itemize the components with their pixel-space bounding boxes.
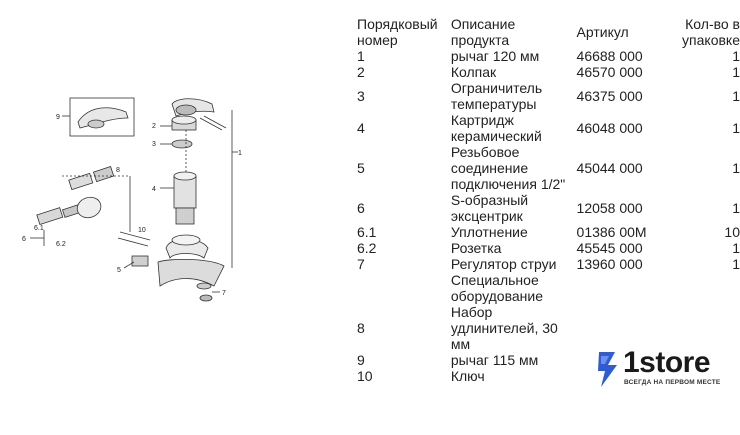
lightning-bolt-icon xyxy=(595,350,621,388)
row-article xyxy=(575,304,661,352)
row-quantity: 1 xyxy=(732,48,740,64)
table-row xyxy=(357,256,740,272)
row-article: 46688 000 xyxy=(576,48,643,64)
diagram-label-7: 7 xyxy=(222,290,226,297)
row-description: Регулятор струи xyxy=(450,256,557,272)
diagram-label-6-2: 6.2 xyxy=(56,241,66,248)
table-header-row xyxy=(357,16,740,48)
row-num: 5 xyxy=(357,160,365,176)
row-article: 46375 000 xyxy=(576,88,643,104)
row-description: рычаг 115 мм xyxy=(450,352,539,368)
diagram-label-10: 10 xyxy=(138,227,146,234)
row-num: 6.2 xyxy=(357,240,377,256)
diagram-label-9: 9 xyxy=(56,114,60,121)
table-row xyxy=(357,224,740,240)
diagram-label-6: 6 xyxy=(22,236,26,243)
row-article: 46048 000 xyxy=(576,120,643,136)
header-description: Описание продукта xyxy=(450,16,516,48)
row-num: 2 xyxy=(357,64,365,80)
store-logo xyxy=(595,346,725,390)
row-quantity: 1 xyxy=(732,120,740,136)
table-row xyxy=(357,144,740,192)
diagram-label-4: 4 xyxy=(152,186,156,193)
row-quantity: 1 xyxy=(732,160,740,176)
row-article: 01386 00M xyxy=(576,224,647,240)
diagram-label-8: 8 xyxy=(116,167,120,174)
row-quantity: 1 xyxy=(732,200,740,216)
row-num: 3 xyxy=(357,88,365,104)
row-quantity: 10 xyxy=(724,224,740,240)
row-quantity: 1 xyxy=(732,88,740,104)
row-description: S-образный эксцентрик xyxy=(450,192,529,224)
row-article: 12058 000 xyxy=(576,200,643,216)
row-quantity xyxy=(660,304,740,352)
row-description: Колпак xyxy=(450,64,497,80)
table-row xyxy=(357,64,740,80)
row-quantity: 1 xyxy=(732,240,740,256)
row-description: Уплотнение xyxy=(450,224,528,240)
diagram-label-1: 1 xyxy=(238,150,242,157)
row-article: 13960 000 xyxy=(576,256,643,272)
row-description: Розетка xyxy=(450,240,502,256)
row-article: 45545 000 xyxy=(576,240,643,256)
table-row xyxy=(357,80,740,112)
row-num: 1 xyxy=(357,48,365,64)
row-article: 46570 000 xyxy=(576,64,643,80)
diagram-label-5: 5 xyxy=(117,267,121,274)
row-num: 6.1 xyxy=(357,224,377,240)
diagram-label-6-1: 6.1 xyxy=(34,225,44,232)
header-num: Порядковый номер xyxy=(357,16,438,48)
diagram-label-3: 3 xyxy=(152,141,156,148)
row-article: 45044 000 xyxy=(576,160,643,176)
row-num: 6 xyxy=(357,200,365,216)
row-num xyxy=(357,272,451,304)
row-num: 9 xyxy=(357,352,365,368)
table-row xyxy=(357,192,740,224)
row-quantity: 1 xyxy=(732,64,740,80)
table-row xyxy=(357,48,740,64)
parts-table xyxy=(357,16,740,384)
diagram-label-2: 2 xyxy=(152,123,156,130)
row-num: 10 xyxy=(357,368,373,384)
row-description: Ограничитель температуры xyxy=(450,80,543,112)
row-description: Специальное оборудование xyxy=(450,272,543,304)
logo-tagline: ВСЕГДА НА ПЕРВОМ МЕСТЕ xyxy=(624,379,721,386)
header-article: Артикул xyxy=(576,24,629,40)
parts-table-body xyxy=(357,48,740,384)
row-num: 8 xyxy=(357,320,365,336)
logo-name: 1store xyxy=(623,346,711,379)
table-row xyxy=(357,272,740,304)
row-quantity xyxy=(660,272,740,304)
row-description: Резьбовое соединение подключения 1/2" xyxy=(450,144,566,192)
row-num: 7 xyxy=(357,256,365,272)
row-description: Картридж керамический xyxy=(450,112,542,144)
table-row xyxy=(357,112,740,144)
table-row xyxy=(357,304,740,352)
row-description: Набор удлинителей, 30 мм xyxy=(450,304,558,352)
row-article xyxy=(575,272,661,304)
table-row xyxy=(357,240,740,256)
row-quantity: 1 xyxy=(732,256,740,272)
exploded-parts-diagram xyxy=(0,0,355,435)
row-description: рычаг 120 мм xyxy=(450,48,540,64)
row-num: 4 xyxy=(357,120,365,136)
header-quantity: Кол-во в упаковке xyxy=(682,16,740,48)
row-description: Ключ xyxy=(450,368,485,384)
